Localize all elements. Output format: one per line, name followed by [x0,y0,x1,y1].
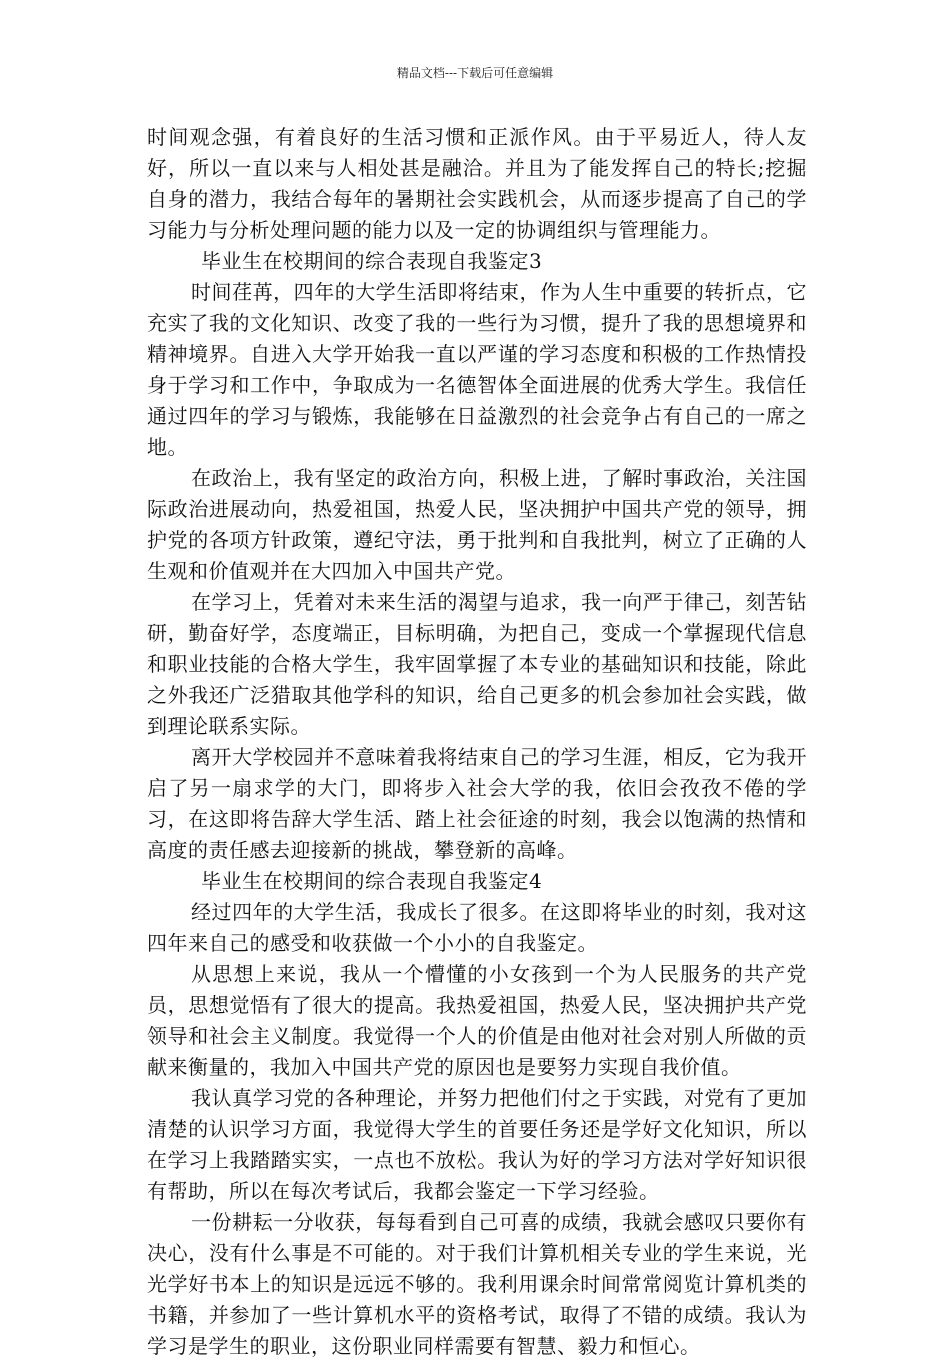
paragraph: 在政治上，我有坚定的政治方向，积极上进，了解时事政治，关注国际政治进展动向，热爱祖国，热爱人民，坚决拥护中国共产党的领导，拥护党的各项方针政策，遵纪守法，勇于批判和自我批判，树立了正确的人生观和价值观并在大四加入中国共产党。 [147,466,807,583]
paragraph: 一份耕耘一分收获，每每看到自己可喜的成绩，我就会感叹只要你有决心，没有什么事是不可能的。对于我们计算机相关专业的学生来说，光光学好书本上的知识是远远不够的。我利用课余时间常常阅览计算机类的书籍，并参加了一些计算机水平的资格考试，取得了不错的成绩。我认为学习是学生的职业，这份职业同样需要有智慧、毅力和恒心。 [147,1210,807,1358]
paragraph: 从思想上来说，我从一个懵懂的小女孩到一个为人民服务的共产党员，思想觉悟有了很大的提高。我热爱祖国，热爱人民，坚决拥护共产党领导和社会主义制度。我觉得一个人的价值是由他对社会对别人所做的贡献来衡量的，我加入中国共产党的原因也是要努力实现自我价值。 [147,962,807,1079]
paragraph: 时间荏苒，四年的大学生活即将结束，作为人生中重要的转折点，它充实了我的文化知识、改变了我的一些行为习惯，提升了我的思想境界和精神境界。自进入大学开始我一直以严谨的学习态度和积极的工作热情投身于学习和工作中，争取成为一名德智体全面进展的优秀大学生。我信任通过四年的学习与锻炼，我能够在日益激烈的社会竞争占有自己的一席之地。 [147,280,807,459]
paragraph: 我认真学习党的各种理论，并努力把他们付之于实践，对党有了更加清楚的认识学习方面，我觉得大学生的首要任务还是学好文化知识，所以在学习上我踏踏实实，一点也不放松。我认为好的学习方法对学好知识很有帮助，所以在每次考试后，我都会鉴定一下学习经验。 [147,1086,807,1203]
paragraph: 离开大学校园并不意味着我将结束自己的学习生涯，相反，它为我开启了另一扇求学的大门，即将步入社会大学的我，依旧会孜孜不倦的学习，在这即将告辞大学生活、踏上社会征途的时刻，我会以饱满的热情和高度的责任感去迎接新的挑战，攀登新的高峰。 [147,745,807,862]
paragraph: 经过四年的大学生活，我成长了很多。在这即将毕业的时刻，我对这四年来自己的感受和收获做一个小小的自我鉴定。 [147,900,807,955]
paragraph: 在学习上，凭着对未来生活的渴望与追求，我一向严于律己，刻苦钻研，勤奋好学，态度端正，目标明确，为把自己，变成一个掌握现代信息和职业技能的合格大学生，我牢固掌握了本专业的基础知识和技能，除此之外我还广泛猎取其他学科的知识，给自己更多的机会参加社会实践，做到理论联系实际。 [147,590,807,738]
paragraph-continuation: 时间观念强，有着良好的生活习惯和正派作风。由于平易近人，待人友好，所以一直以来与人相处甚是融洽。并且为了能发挥自己的特长;挖掘自身的潜力，我结合每年的暑期社会实践机会，从而逐步提高了自己的学习能力与分析处理问题的能力以及一定的协调组织与管理能力。 [147,125,807,242]
page-header: 精品文档---下载后可任意编辑 [396,66,554,80]
document-body [147,122,807,1362]
section-heading-3: 毕业生在校期间的综合表现自我鉴定3 [201,249,543,273]
section-heading-4: 毕业生在校期间的综合表现自我鉴定4 [201,869,543,893]
